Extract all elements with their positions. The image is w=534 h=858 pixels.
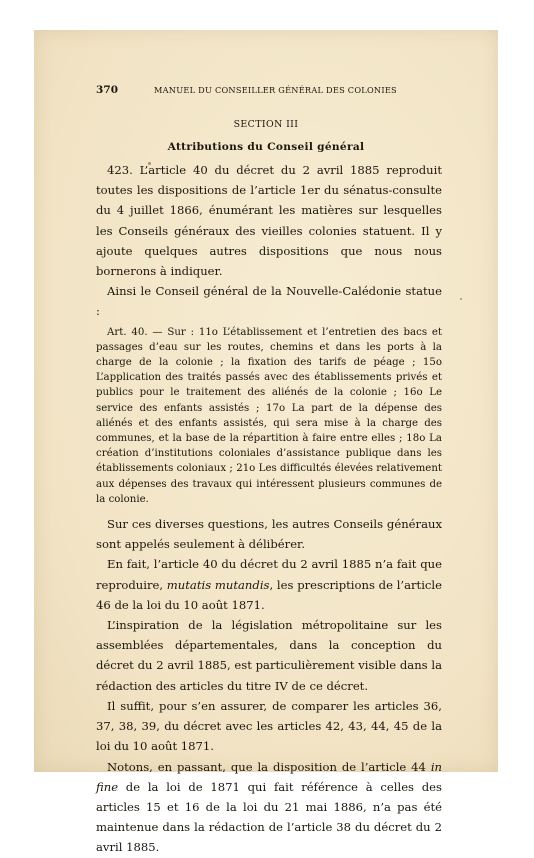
paragraph-423: 423. L’article 40 du décret du 2 avril 1885 reproduit toutes les dispositions de l’article 1er du sénatus-consulte du 4 juillet 1866, énumérant les matières sur lesquelles les Conseils généraux des vieilles colonies statuent. Il y ajoute quelques autres dispositions que nous nous bornerons à indiquer. <box>96 163 442 279</box>
paragraph-il-suffit: Il suffit, pour s’en assurer, de comparer les articles 36, 37, 38, 39, du décret avec les articles 42, 43, 44, 45 de la loi du 10 août 1871. <box>96 698 442 754</box>
paragraph-text: , les prescriptions de l’article 46 de la loi du 10 août 1871. <box>96 577 442 612</box>
paragraph-intro-quote: Ainsi le Conseil général de la Nouvelle-Calédonie statue : <box>96 284 442 319</box>
ink-spot <box>460 298 462 300</box>
section-title: SECTION III <box>233 119 299 130</box>
page-number: 370 <box>96 84 119 96</box>
paragraph-notons <box>96 757 442 858</box>
paragraph-diverses-questions: Sur ces diverses questions, les autres Conseils généraux sont appelés seulement à délibérer. <box>96 517 442 552</box>
paragraph-inspiration: L’inspiration de la législation métropolitaine sur les assemblées départementales, dans la conception du décret du 2 avril 1885, est particulièrement visible dans la rédaction des articles du titre IV de ce décret. <box>96 618 442 693</box>
paragraph-en-fait <box>96 554 442 615</box>
italic-phrase: in fine <box>96 759 442 794</box>
paragraph-text: de la loi de 1871 qui fait référence à celles des articles 15 et 16 de la loi du 21 mai 1886, n’a pas été maintenue dans la rédaction de l’article 38 du décret du 2 avril 1885. <box>96 779 442 855</box>
running-head: MANUEL DU CONSEILLER GÉNÉRAL DES COLONIES <box>154 85 397 95</box>
italic-phrase: mutatis mutandis <box>166 577 270 592</box>
book-page <box>34 30 498 855</box>
paragraph-text: En fait, l’article 40 du décret du 2 avril 1885 n’a fait que reproduire, <box>96 557 442 592</box>
section-subtitle: Attributions du Conseil général <box>167 141 365 153</box>
quoted-article-40: Art. 40. — Sur : 11o L’établissement et l’entretien des bacs et passages d’eau sur les routes, chemins et dans les ports à la charge de la colonie ; la fixation des tarifs de péage ; 15o L’application des traités passés avec des établissements privés et publics pour le traitement des aliénés de la colonie ; 16o Le service des enfants assistés ; 17o La part de la dépense des aliénés et des enfants assistés, qui sera mise à la charge des communes, et la base de la répartition à faire entre elles ; 18o La création d’institutions coloniales d’assistance publique dans les établissements coloniaux ; 21o Les difficultés élevées relativement aux dépenses des travaux qui intéressent plusieurs communes de la colonie. <box>96 326 442 505</box>
page-body <box>96 160 442 858</box>
paragraph-text: Notons, en passant, que la disposition de l’article 44 <box>107 759 431 774</box>
